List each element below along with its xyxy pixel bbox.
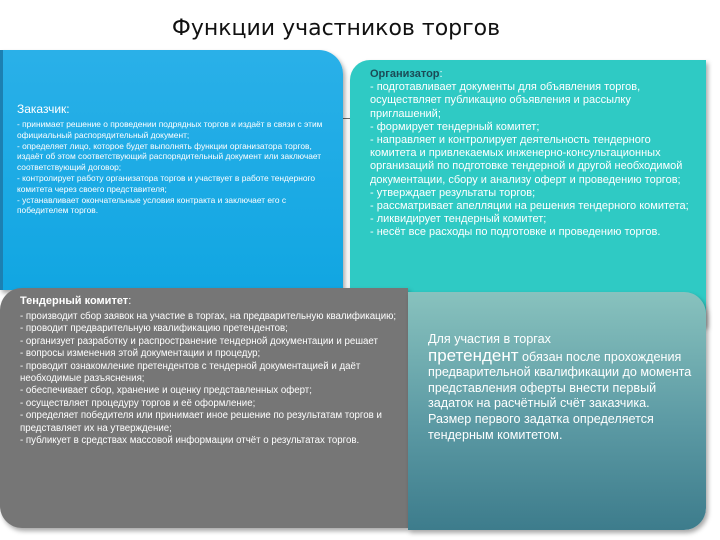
organizer-item: - ликвидирует тендерный комитет; — [370, 213, 547, 226]
committee-item: - определяет победителя или принимает иное решение по результатам торгов и представляет их на утверждение; — [20, 410, 382, 434]
organizer-item: - рассматривает апелляции на решения тендерного комитета; — [370, 200, 689, 213]
committee-item: - организует разработку и распространение тендерной документации и решает — [20, 335, 378, 347]
committee-item: - осуществляет процедуру торгов и её оформление; — [20, 397, 256, 409]
bidder-card — [408, 292, 706, 530]
customer-heading: Заказчик: — [17, 102, 70, 116]
bidder-text-before: Для участия в торгах — [428, 332, 551, 346]
organizer-item: - направляет и контролирует деятельность тендерного комитета и привлекаемых инженерно-консультационных организаций по подготовке тендерной и другой необходимой документации, сбору и анализу оферт и проведению торгов; — [370, 134, 683, 186]
tender-committee-card — [0, 288, 408, 528]
organizer-item: - несёт все расходы по подготовке и проведению торгов. — [370, 226, 661, 239]
bidder-emphasis: претендент — [428, 345, 519, 365]
bidder-text-after: обязан после прохождения предварительной квалификации до момента представления оферты внести первый задаток на расчётный счёт заказчика. Размер первого задатка определяется тендерным комитетом. — [428, 349, 692, 442]
customer-item: - определяет лицо, которое будет выполнять функции организатора торгов, издаёт об этом соответствующий распорядительный документ или заключает соответствующий договор; — [17, 140, 322, 173]
organizer-item: - утверждает результаты торгов; — [370, 186, 536, 199]
customer-item: - устанавливает окончательные условия контракта и заключает его с победителем торгов. — [17, 194, 287, 216]
committee-item: - проводит ознакомление претендентов с тендерной документацией и даёт необходимые разъяснения; — [20, 360, 361, 385]
committee-item: - проводит предварительную квалификацию претендентов; — [20, 323, 288, 335]
bidder-text — [428, 332, 692, 443]
customer-card — [0, 50, 343, 290]
customer-item: - контролирует работу организатора торгов и участвует в работе тендерного комитета через своего представителя; — [17, 172, 316, 194]
organizer-heading: Организатор — [370, 68, 440, 80]
organizer-item: - подготавливает документы для объявления торгов, осуществляет публикацию объявления и рассылку приглашений; — [370, 81, 641, 120]
committee-item: - вопросы изменения этой документации и процедур; — [20, 348, 261, 360]
committee-item: - обеспечивает сбор, хранение и оценку представленных оферт; — [20, 385, 312, 397]
organizer-heading-suffix: : — [439, 68, 443, 80]
organizer-heading-line — [370, 68, 694, 81]
committee-heading: Тендерный комитет — [20, 295, 129, 307]
organizer-item: - формирует тендерный комитет; — [370, 120, 540, 133]
customer-item: - принимает решение о проведении подрядных торгов и издаёт в связи с этим официальный распорядительный документ; — [17, 119, 323, 140]
page-title: Функции участников торгов — [171, 16, 501, 41]
committee-heading-line — [20, 294, 398, 308]
organizer-card — [350, 60, 706, 326]
committee-heading-suffix: : — [128, 295, 132, 307]
committee-item: - публикует в средствах массовой информации отчёт о результатах торгов. — [20, 435, 360, 447]
committee-item: - производит сбор заявок на участие в торгах, на предварительную квалификацию; — [20, 311, 397, 322]
